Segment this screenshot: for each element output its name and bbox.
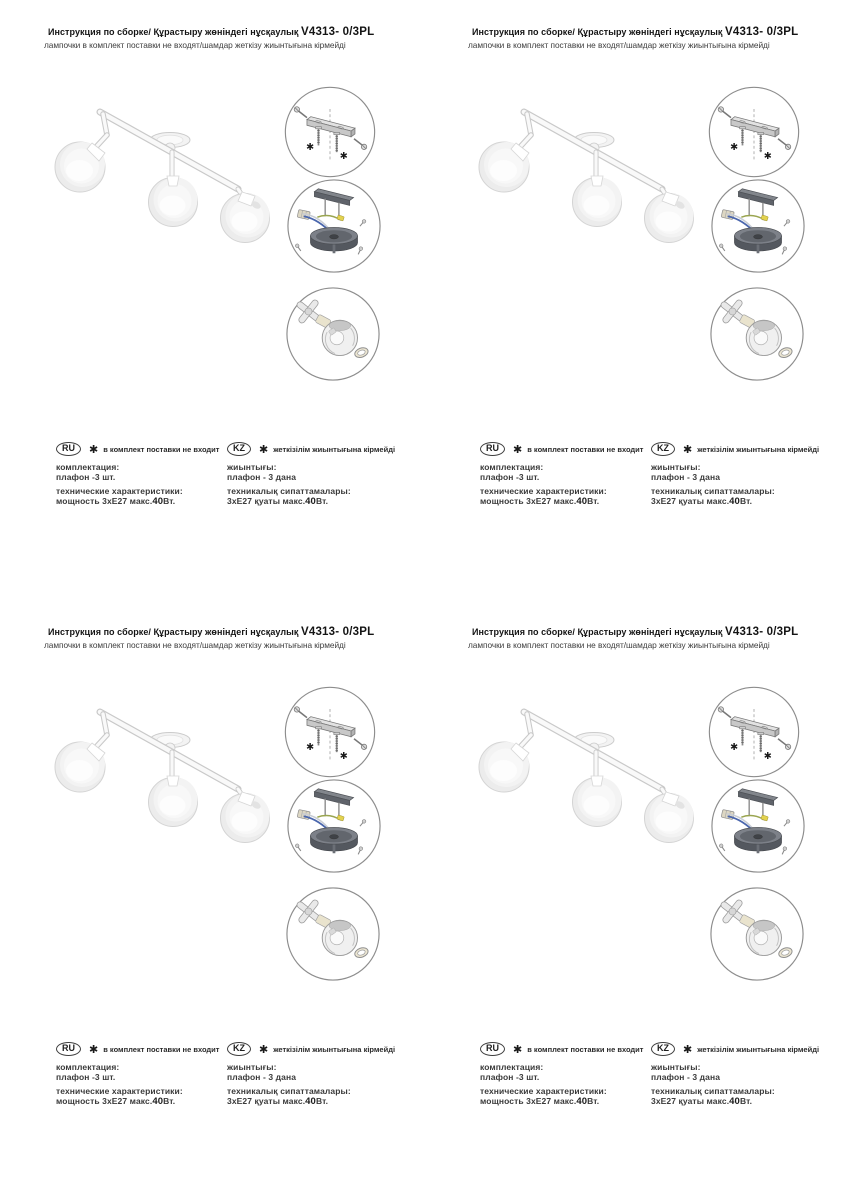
ru-package-spec [480,462,650,482]
ru-package-spec [56,1062,226,1082]
glass-shade-middle [149,776,198,827]
kz-badge-row [651,441,841,457]
ru-specs-suffix: Вт. [587,1096,600,1106]
kz-specs-value [227,1096,417,1107]
asterisk-icon: ✱ [730,742,739,754]
kz-exclusion-note: жеткізілім жиынтығына кірмейді [697,1044,820,1054]
ru-specs-value [56,1096,226,1107]
kz-package-value: плафон - 3 дана [651,472,721,482]
kz-specs-prefix: 3хЕ27 қуаты макс. [651,1096,730,1106]
instruction-sheet [424,0,849,600]
ru-package-label: комплектация: [480,1062,544,1072]
ru-section [56,1041,226,1111]
kz-specs-value [651,1096,841,1107]
ru-badge-row [56,1041,226,1057]
asterisk-icon: ✱ [513,442,523,456]
ru-wattage: 40 [576,496,588,507]
kz-package-spec [651,1062,841,1082]
ru-specs-suffix: Вт. [587,496,600,506]
callout-shade-assembly-icon [708,885,806,983]
ru-package-value: плафон -3 шт. [480,1072,540,1082]
asterisk-icon: ✱ [306,142,315,154]
ru-badge: RU [56,1042,81,1056]
ru-specs-prefix: мощность 3хЕ27 макс. [56,1096,153,1106]
glass-shade-right [221,192,270,243]
kz-wattage: 40 [729,1096,740,1107]
ru-wattage: 40 [152,496,164,507]
page-title [472,26,798,38]
ru-specs-suffix: Вт. [163,1096,176,1106]
page-title [472,626,798,638]
ru-exclusion-note: в комплект поставки не входит [527,444,644,454]
model-code: V4313- 0/3PL [724,26,799,38]
kz-wattage: 40 [305,496,316,507]
glass-shade-left [55,142,105,192]
ru-specs-value [480,1096,650,1107]
asterisk-icon: ✱ [683,1042,693,1056]
lamp-illustration [454,690,714,860]
asterisk-icon: ✱ [259,442,269,456]
ru-badge-row [480,1041,650,1057]
kz-exclusion-note: жеткізілім жиынтығына кірмейді [273,444,396,454]
asterisk-icon: ✱ [89,442,99,456]
callout-ceiling-bracket-icon [282,684,378,780]
kz-specs-prefix: 3хЕ27 қуаты макс. [227,1096,306,1106]
glass-shade-left [479,742,529,792]
ru-package-spec [56,462,226,482]
asterisk-icon: ✱ [306,742,315,754]
ru-badge-row [56,441,226,457]
ru-package-label: комплектация: [56,1062,120,1072]
kz-package-label: жиынтығы: [651,1062,701,1072]
ru-badge: RU [480,442,505,456]
kz-package-spec [227,1062,417,1082]
asterisk-icon: ✱ [339,750,348,762]
kz-specs-prefix: 3хЕ27 қуаты макс. [227,496,306,506]
kz-badge: KZ [227,1042,251,1056]
ru-package-value: плафон -3 шт. [480,472,540,482]
ru-specs-label: технические характеристики: [480,1086,607,1096]
asterisk-icon: ✱ [730,142,739,154]
callout-ceiling-bracket-icon [706,684,802,780]
kz-badge-row [227,441,417,457]
kz-specs-label: техникалық сипаттамалары: [227,486,351,496]
glass-shade-left [479,142,529,192]
asterisk-icon: ✱ [763,150,772,162]
glass-shade-middle [573,776,622,827]
kz-exclusion-note: жеткізілім жиынтығына кірмейді [697,444,820,454]
callout-canopy-wiring-icon [285,177,383,275]
ru-specs-prefix: мощность 3хЕ27 макс. [480,1096,577,1106]
kz-wattage: 40 [729,496,740,507]
kz-technical-spec [227,486,417,507]
callout-shade-assembly-icon [284,285,382,383]
glass-globe [322,320,357,355]
ru-exclusion-note: в комплект поставки не входит [103,444,220,454]
kz-package-value: плафон - 3 дана [227,472,297,482]
instruction-sheet [0,600,424,1200]
kz-badge: KZ [651,442,675,456]
ru-technical-spec [480,1086,650,1107]
callout-ceiling-bracket-icon [706,84,802,180]
ru-technical-spec [56,1086,226,1107]
callout-ceiling-bracket-icon [282,84,378,180]
glass-shade-middle [149,176,198,227]
kz-badge: KZ [651,1042,675,1056]
subtitle: лампочки в комплект поставки не входят/шамдар жеткізу жиынтығына кірмейді [44,640,346,650]
kz-section [651,1041,841,1111]
title-text: Инструкция по сборке/ Құрастыру жөніндегі нұсқаулық [472,27,723,37]
asterisk-icon: ✱ [763,750,772,762]
subtitle: лампочки в комплект поставки не входят/шамдар жеткізу жиынтығына кірмейді [468,40,770,50]
asterisk-icon: ✱ [339,150,348,162]
kz-specs-label: техникалық сипаттамалары: [227,1086,351,1096]
title-text: Инструкция по сборке/ Құрастыру жөніндегі нұсқаулық [48,27,299,37]
kz-specs-suffix: Вт. [739,496,753,506]
kz-package-label: жиынтығы: [651,462,701,472]
asterisk-icon: ✱ [259,1042,269,1056]
kz-badge-row [227,1041,417,1057]
glass-shade-right [645,792,694,843]
kz-package-spec [651,462,841,482]
kz-package-label: жиынтығы: [227,1062,277,1072]
glass-shade-right [645,192,694,243]
ru-exclusion-note: в комплект поставки не входит [103,1044,220,1054]
callout-canopy-wiring-icon [709,177,807,275]
kz-specs-value [227,496,417,507]
asterisk-icon: ✱ [89,1042,99,1056]
subtitle: лампочки в комплект поставки не входят/шамдар жеткізу жиынтығына кірмейді [44,40,346,50]
kz-package-spec [227,462,417,482]
glass-globe [746,920,781,955]
ru-exclusion-note: в комплект поставки не входит [527,1044,644,1054]
model-code: V4313- 0/3PL [724,626,799,638]
ru-specs-suffix: Вт. [163,496,176,506]
kz-specs-suffix: Вт. [315,1096,329,1106]
kz-package-label: жиынтығы: [227,462,277,472]
page-title [48,626,374,638]
kz-specs-suffix: Вт. [739,1096,753,1106]
kz-specs-label: техникалық сипаттамалары: [651,486,775,496]
ru-badge-row [480,441,650,457]
ru-section [480,441,650,511]
kz-section [227,1041,417,1111]
kz-specs-prefix: 3хЕ27 қуаты макс. [651,496,730,506]
kz-badge: KZ [227,442,251,456]
model-code: V4313- 0/3PL [300,26,375,38]
subtitle: лампочки в комплект поставки не входят/шамдар жеткізу жиынтығына кірмейді [468,640,770,650]
ru-section [480,1041,650,1111]
kz-section [651,441,841,511]
kz-specs-label: техникалық сипаттамалары: [651,1086,775,1096]
kz-technical-spec [651,486,841,507]
ru-specs-prefix: мощность 3хЕ27 макс. [480,496,577,506]
ru-package-value: плафон -3 шт. [56,1072,116,1082]
lamp-illustration [454,90,714,260]
glass-shade-middle [573,176,622,227]
kz-package-value: плафон - 3 дана [651,1072,721,1082]
ru-wattage: 40 [576,1096,588,1107]
kz-exclusion-note: жеткізілім жиынтығына кірмейді [273,1044,396,1054]
kz-technical-spec [651,1086,841,1107]
ru-technical-spec [480,486,650,507]
kz-wattage: 40 [305,1096,316,1107]
glass-globe [322,920,357,955]
ru-package-label: комплектация: [56,462,120,472]
ru-specs-prefix: мощность 3хЕ27 макс. [56,496,153,506]
ru-specs-label: технические характеристики: [480,486,607,496]
callout-canopy-wiring-icon [709,777,807,875]
kz-badge-row [651,1041,841,1057]
instruction-sheet [424,600,849,1200]
ru-specs-label: технические характеристики: [56,486,183,496]
ru-specs-label: технические характеристики: [56,1086,183,1096]
kz-section [227,441,417,511]
ru-badge: RU [480,1042,505,1056]
title-text: Инструкция по сборке/ Құрастыру жөніндегі нұсқаулық [472,627,723,637]
ru-section [56,441,226,511]
kz-specs-value [651,496,841,507]
ru-package-spec [480,1062,650,1082]
callout-canopy-wiring-icon [285,777,383,875]
page-title [48,26,374,38]
lamp-illustration [30,690,290,860]
asterisk-icon: ✱ [513,1042,523,1056]
kz-technical-spec [227,1086,417,1107]
callout-shade-assembly-icon [708,285,806,383]
instruction-sheet [0,0,424,600]
ru-package-value: плафон -3 шт. [56,472,116,482]
ru-specs-value [480,496,650,507]
glass-globe [746,320,781,355]
glass-shade-right [221,792,270,843]
kz-specs-suffix: Вт. [315,496,329,506]
ru-package-label: комплектация: [480,462,544,472]
model-code: V4313- 0/3PL [300,626,375,638]
asterisk-icon: ✱ [683,442,693,456]
ru-wattage: 40 [152,1096,164,1107]
ru-specs-value [56,496,226,507]
lamp-illustration [30,90,290,260]
callout-shade-assembly-icon [284,885,382,983]
ru-technical-spec [56,486,226,507]
kz-package-value: плафон - 3 дана [227,1072,297,1082]
title-text: Инструкция по сборке/ Құрастыру жөніндегі нұсқаулық [48,627,299,637]
glass-shade-left [55,742,105,792]
ru-badge: RU [56,442,81,456]
